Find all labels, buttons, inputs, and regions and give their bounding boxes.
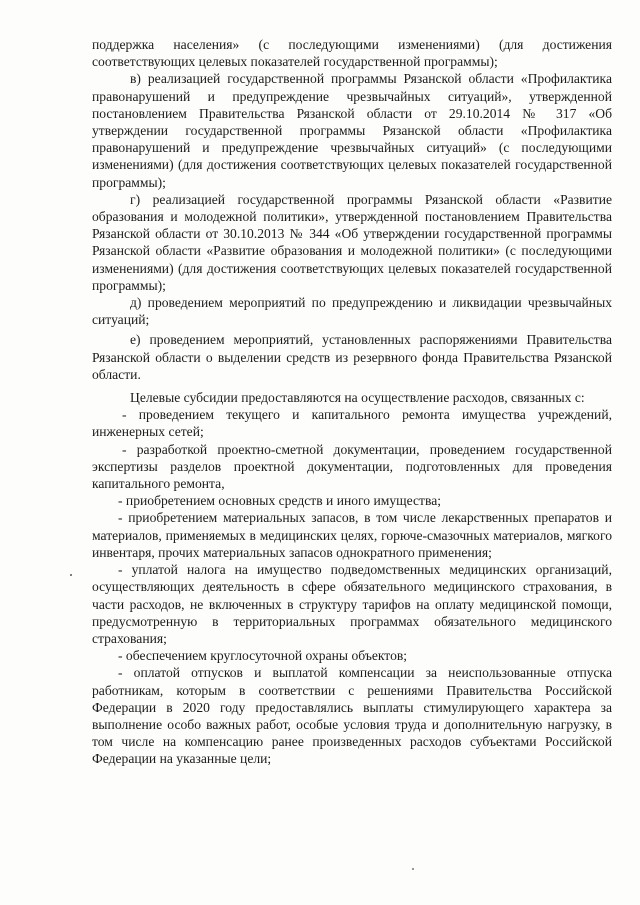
list-item-inventories: - приобретением материальных запасов, в том числе лекарственных препаратов и материалов, применяемых в медицинских целях, горюче-смазочных материалов, мягкого инвентаря, прочих материальных запасов однократного применения; <box>92 510 612 560</box>
list-item-fixed-assets: - приобретением основных средств и иного имущества; <box>118 493 442 509</box>
paragraph-item-d: д) проведением мероприятий по предупреждению и ликвидации чрезвычайных ситуаций; <box>92 295 612 328</box>
list-item-security: - обеспечением круглосуточной охраны объектов; <box>118 648 408 664</box>
list-item-repair: - проведением текущего и капитального ремонта имущества учреждений, инженерных сетей; <box>92 407 612 440</box>
paragraph-item-g: г) реализацией государственной программы Рязанской области «Развитие образования и молодежной политики», утвержденной постановлением Правительства Рязанской области от 30.10.2013 № 344 «Об утверждении государственной программы Рязанской области «Развитие образования и молодежной политики» (с последующими изменениями) (для достижения соответствующих целевых показателей государственной программы); <box>92 191 612 293</box>
scan-speck <box>412 868 414 870</box>
list-item-property-tax: - уплатой налога на имущество подведомственных медицинских организаций, осуществляющих деятельность в сфере обязательного медицинского страхования, в части расходов, не включенных в структуру тарифов на оплату медицинской помощи, предусмотренную в территориальных программах обязательного медицинского страхования; <box>92 562 612 646</box>
list-item-design-docs: - разработкой проектно-сметной документации, проведением государственной экспертизы разделов проектной документации, подготовленных для проведения капитального ремонта, <box>92 441 612 492</box>
paragraph-item-v: в) реализацией государственной программы Рязанской области «Профилактика правонарушений и предупреждение чрезвычайных ситуаций», утвержденной постановлением Правительства Рязанской области от 29.10.2014 № 317 «Об утверждении государственной программы Рязанской области «Профилактика правонарушений и предупреждение чрезвычайных ситуаций» (с последующими изменениями) (для достижения соответствующих целевых показателей государственной программы); <box>92 71 612 190</box>
scan-speck <box>70 574 72 576</box>
paragraph-subsidies-intro: Целевые субсидии предоставляются на осуществление расходов, связанных с: <box>130 390 585 406</box>
paragraph-item-e: е) проведением мероприятий, установленных распоряжениями Правительства Рязанской области о выделении средств из резервного фонда Правительства Рязанской области. <box>92 332 612 382</box>
paragraph-continuation: поддержка населения» (с последующими изменениями) (для достижения соответствующих целевых показателей государственной программы); <box>92 37 612 70</box>
list-item-vacation-pay: - оплатой отпусков и выплатой компенсации за неиспользованные отпуска работникам, которым в соответствии с решениями Правительства Российской Федерации в 2020 году предоставлялись выплаты стимулирующего характера за выполнение особо важных работ, особые условия труда и дополнительную нагрузку, в том числе на компенсацию ранее произведенных расходов субъектами Российской Федерации на указанные цели; <box>92 665 612 767</box>
